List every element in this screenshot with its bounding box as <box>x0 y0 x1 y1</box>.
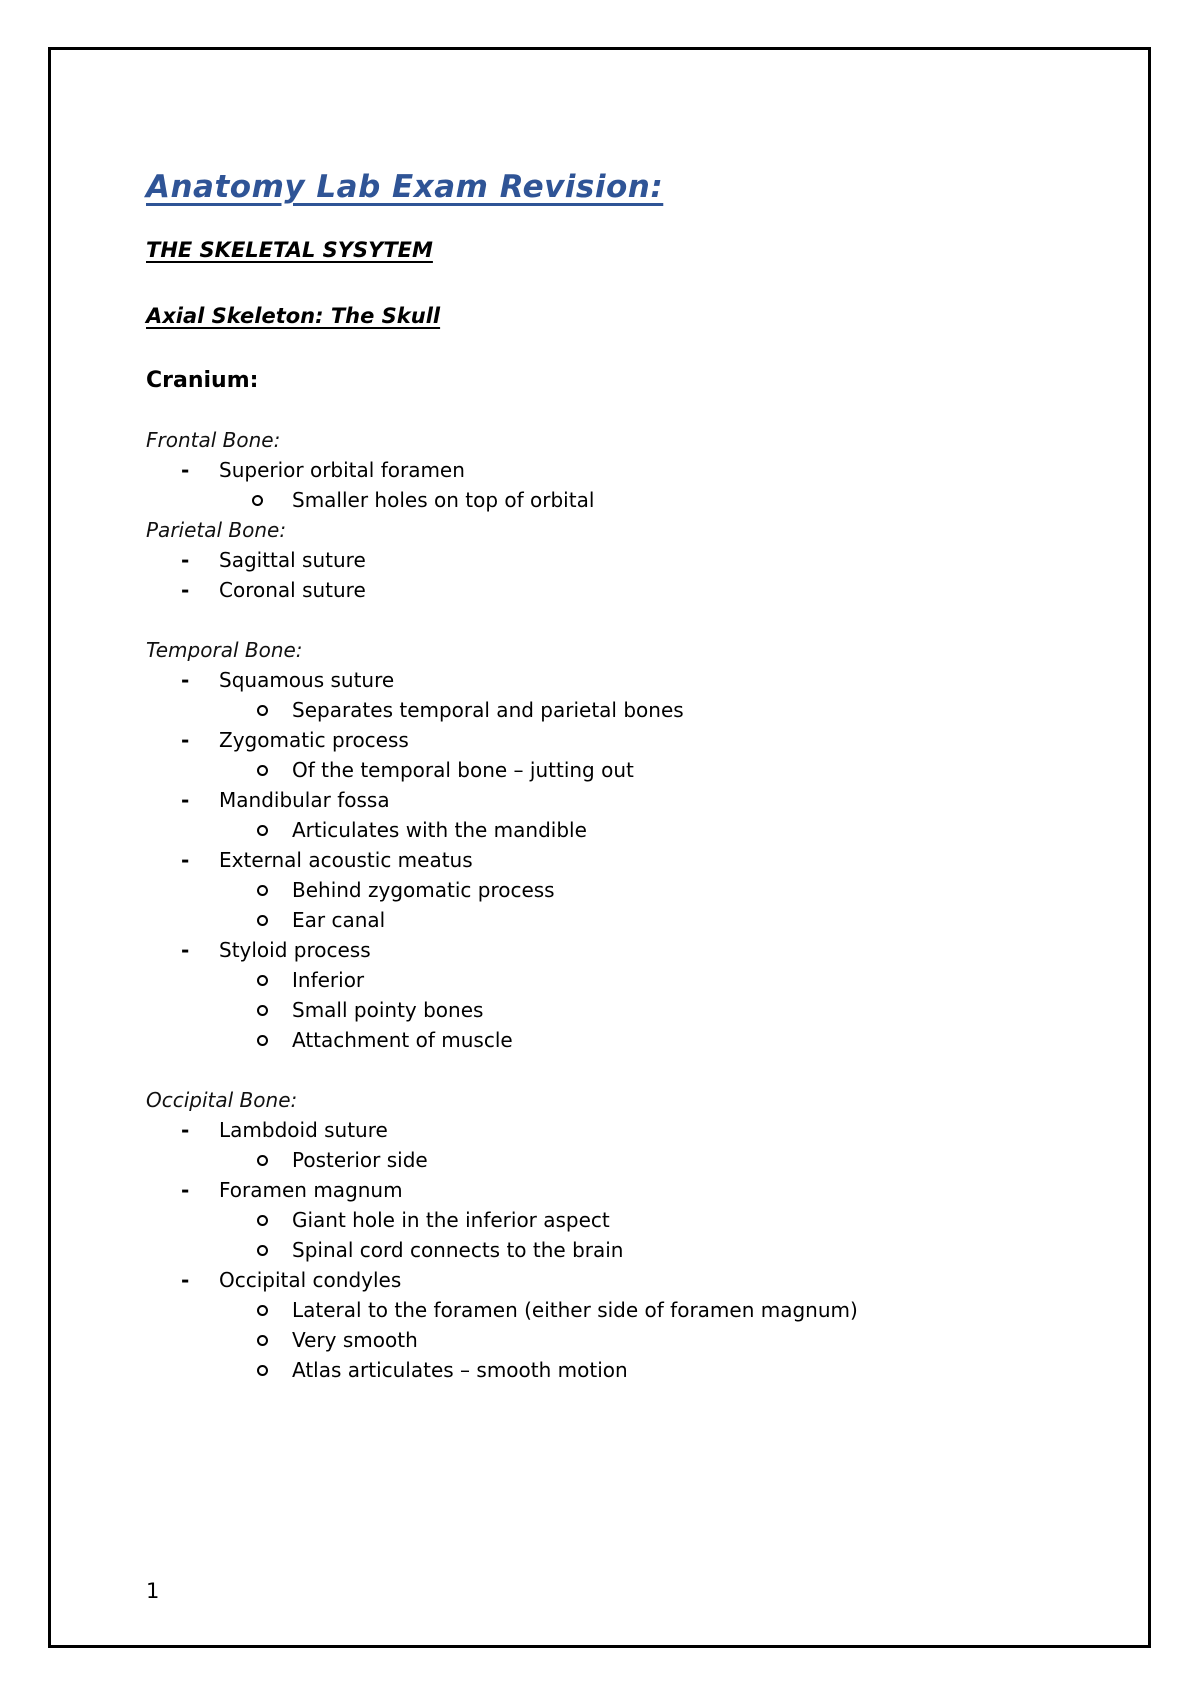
note-item <box>219 1325 1126 1355</box>
note-text: Inferior <box>292 968 365 992</box>
note-list <box>219 695 1126 725</box>
note-text: Spinal cord connects to the brain <box>292 1238 624 1262</box>
circle-bullet-icon <box>257 1245 268 1256</box>
dash-bullet: - <box>181 578 190 602</box>
note-text: Smaller holes on top of orbital <box>292 488 595 512</box>
note-list <box>219 1145 1126 1175</box>
feature-item <box>146 1115 1126 1175</box>
note-text: Attachment of muscle <box>292 1028 513 1052</box>
document-body <box>146 165 1126 1385</box>
subsection-heading: Axial Skeleton: The Skull <box>146 304 441 328</box>
feature-item <box>146 545 1126 575</box>
note-item <box>219 695 1126 725</box>
circle-bullet-icon <box>257 1155 268 1166</box>
note-text: Small pointy bones <box>292 998 484 1022</box>
feature-name: Lambdoid suture <box>219 1118 388 1142</box>
dash-bullet: - <box>181 788 190 812</box>
dash-bullet: - <box>181 458 190 482</box>
note-list <box>146 485 1126 515</box>
note-text: Very smooth <box>292 1328 418 1352</box>
circle-bullet-icon <box>257 1005 268 1016</box>
feature-list <box>146 545 1126 605</box>
bone-label: Occipital Bone: <box>146 1088 298 1112</box>
dash-bullet: - <box>181 938 190 962</box>
note-list <box>219 815 1126 845</box>
section-heading: THE SKELETAL SYSYTEM <box>146 238 433 262</box>
note-item <box>219 875 1126 905</box>
bone-group-frontal <box>146 425 1126 515</box>
note-text: Lateral to the foramen (either side of foramen magnum) <box>292 1298 858 1322</box>
note-item <box>219 755 1126 785</box>
bone-label: Temporal Bone: <box>146 638 303 662</box>
dash-bullet: - <box>181 1178 190 1202</box>
feature-item <box>146 935 1126 1055</box>
feature-name: Sagittal suture <box>219 548 366 572</box>
circle-bullet-icon <box>257 1035 268 1046</box>
note-list <box>219 755 1126 785</box>
circle-bullet-icon <box>257 915 268 926</box>
note-text: Posterior side <box>292 1148 428 1172</box>
note-item <box>219 1145 1126 1175</box>
feature-item <box>146 1265 1126 1385</box>
feature-name: Occipital condyles <box>219 1268 402 1292</box>
feature-name: External acoustic meatus <box>219 848 473 872</box>
note-list <box>219 1205 1126 1265</box>
bone-label: Frontal Bone: <box>146 428 281 452</box>
circle-bullet-icon <box>257 1365 268 1376</box>
feature-name: Coronal suture <box>219 578 366 602</box>
document-title: Anatomy Lab Exam Revision: <box>146 169 664 205</box>
feature-item <box>146 725 1126 785</box>
feature-item <box>146 1175 1126 1265</box>
feature-name: Mandibular fossa <box>219 788 390 812</box>
feature-item <box>146 575 1126 605</box>
circle-bullet-icon <box>257 1305 268 1316</box>
note-text: Separates temporal and parietal bones <box>292 698 684 722</box>
circle-bullet-icon <box>257 765 268 776</box>
circle-bullet-icon <box>257 975 268 986</box>
circle-bullet-icon <box>252 495 263 506</box>
dash-bullet: - <box>181 668 190 692</box>
note-text: Of the temporal bone – jutting out <box>292 758 634 782</box>
note-item <box>219 965 1126 995</box>
page-number: 1 <box>146 1579 160 1603</box>
circle-bullet-icon <box>257 825 268 836</box>
feature-list <box>146 455 1126 485</box>
note-text: Behind zygomatic process <box>292 878 555 902</box>
feature-name: Squamous suture <box>219 668 395 692</box>
bone-group-occipital <box>146 1085 1126 1385</box>
note-item <box>219 995 1126 1025</box>
note-list <box>219 875 1126 935</box>
feature-name: Superior orbital foramen <box>219 458 465 482</box>
feature-item <box>146 455 1126 485</box>
dash-bullet: - <box>181 548 190 572</box>
note-list <box>219 965 1126 1055</box>
bone-group-parietal <box>146 515 1126 605</box>
circle-bullet-icon <box>257 885 268 896</box>
dash-bullet: - <box>181 1118 190 1142</box>
bone-group-temporal <box>146 635 1126 1055</box>
circle-bullet-icon <box>257 1215 268 1226</box>
region-heading: Cranium: <box>146 368 259 393</box>
feature-name: Foramen magnum <box>219 1178 403 1202</box>
feature-list <box>146 665 1126 1055</box>
feature-name: Styloid process <box>219 938 371 962</box>
note-item <box>219 1205 1126 1235</box>
note-text: Ear canal <box>292 908 386 932</box>
feature-item <box>146 845 1126 935</box>
note-list <box>219 1295 1126 1385</box>
feature-name: Zygomatic process <box>219 728 409 752</box>
note-text: Atlas articulates – smooth motion <box>292 1358 628 1382</box>
dash-bullet: - <box>181 848 190 872</box>
feature-item <box>146 785 1126 845</box>
feature-item <box>146 665 1126 725</box>
note-item <box>219 1235 1126 1265</box>
note-item <box>219 905 1126 935</box>
note-text: Giant hole in the inferior aspect <box>292 1208 610 1232</box>
note-item <box>219 1025 1126 1055</box>
dash-bullet: - <box>181 728 190 752</box>
note-item <box>146 485 1126 515</box>
note-item <box>219 815 1126 845</box>
note-item <box>219 1355 1126 1385</box>
circle-bullet-icon <box>257 1335 268 1346</box>
note-item <box>219 1295 1126 1325</box>
feature-list <box>146 1115 1126 1385</box>
dash-bullet: - <box>181 1268 190 1292</box>
note-text: Articulates with the mandible <box>292 818 587 842</box>
bone-label: Parietal Bone: <box>146 518 287 542</box>
circle-bullet-icon <box>257 705 268 716</box>
